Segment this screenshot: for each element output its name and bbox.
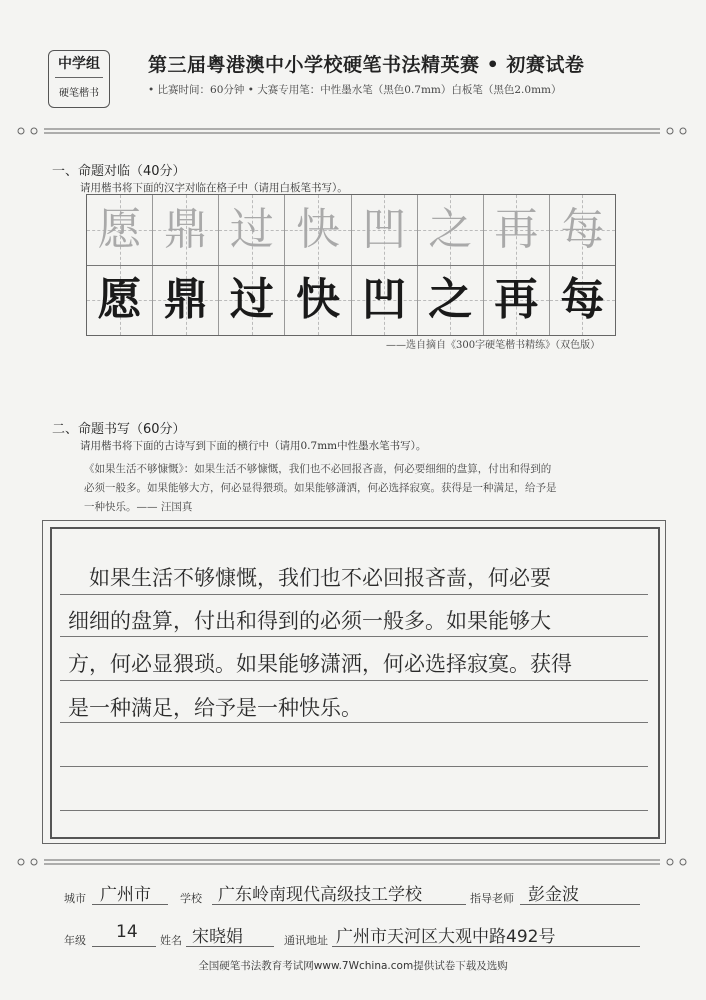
grid-cell bbox=[483, 195, 549, 265]
model-char: 鼎 bbox=[163, 203, 208, 255]
badge-style: 硬笔楷书 bbox=[59, 88, 99, 99]
grade-value: 14 bbox=[116, 922, 138, 942]
written-char: 凹 bbox=[362, 274, 407, 326]
model-char: 快 bbox=[295, 203, 340, 255]
school-underline bbox=[212, 904, 466, 905]
category-badge bbox=[48, 50, 110, 108]
model-char: 之 bbox=[428, 203, 473, 255]
handwriting-line: 细细的盘算，付出和得到的必须一般多。如果能够大 bbox=[68, 609, 551, 633]
poem-line: 《如果生活不够慷慨》：如果生活不够慷慨，我们也不必回报吝啬，何必要细细的盘算，付出和得到的 bbox=[84, 463, 552, 475]
handwriting-line: 如果生活不够慷慨，我们也不必回报吝啬，何必要 bbox=[68, 566, 551, 590]
grid-cell bbox=[483, 266, 549, 336]
section1-instruction: 请用楷书将下面的汉字对临在格子中（请用白板笔书写）。 bbox=[80, 182, 348, 194]
grade-label: 年级 bbox=[64, 934, 86, 947]
grid-cell bbox=[152, 266, 218, 336]
grid-cell bbox=[218, 195, 284, 265]
teacher-label: 指导老师 bbox=[470, 892, 514, 905]
address-underline bbox=[332, 946, 640, 947]
grid-cell bbox=[284, 195, 350, 265]
grid-cell bbox=[218, 266, 284, 336]
badge-group: 中学组 bbox=[58, 56, 100, 72]
handwriting-line: 方，何必显猥琐。如果能够潇洒，何必选择寂寞。获得 bbox=[68, 652, 572, 676]
city-value: 广州市 bbox=[100, 885, 151, 905]
grade-underline bbox=[92, 946, 156, 947]
grid-cell bbox=[351, 195, 417, 265]
grid-row-model bbox=[87, 195, 615, 265]
writing-rule bbox=[60, 722, 648, 723]
school-value: 广东岭南现代高级技工学校 bbox=[218, 885, 422, 905]
exam-subtitle: • 比赛时间：60分钟 • 大赛专用笔：中性墨水笔（黑色0.7mm）白板笔（黑色2.0mm） bbox=[148, 84, 562, 96]
writing-rule bbox=[60, 810, 648, 811]
grid-cell bbox=[549, 195, 615, 265]
section2-heading: 二、命题书写（60分） bbox=[52, 422, 186, 437]
badge-divider bbox=[55, 77, 103, 78]
source-note: ——选自摘自《300字硬笔楷书精练》（双色版） bbox=[386, 340, 601, 351]
written-char: 愿 bbox=[97, 274, 142, 326]
written-char: 之 bbox=[428, 274, 473, 326]
section1-heading: 一、命题对临（40分） bbox=[52, 164, 186, 179]
written-char: 每 bbox=[560, 274, 605, 326]
handwriting-line: 是一种满足，给予是一种快乐。 bbox=[68, 696, 362, 720]
written-char: 再 bbox=[494, 274, 539, 326]
grid-cell bbox=[549, 266, 615, 336]
grid-cell bbox=[417, 266, 483, 336]
writing-rule bbox=[60, 636, 648, 637]
copy-grid bbox=[86, 194, 616, 336]
grid-cell bbox=[284, 266, 350, 336]
writing-rule bbox=[60, 680, 648, 681]
school-label: 学校 bbox=[180, 892, 202, 905]
name-label: 姓名 bbox=[160, 934, 182, 947]
address-value: 广州市天河区大观中路492号 bbox=[336, 927, 556, 947]
writing-rule bbox=[60, 766, 648, 767]
name-value: 宋晓娟 bbox=[192, 927, 243, 947]
poem-text bbox=[84, 460, 664, 517]
city-label: 城市 bbox=[64, 892, 86, 905]
grid-cell bbox=[417, 195, 483, 265]
ornament-divider-bottom bbox=[14, 855, 690, 869]
model-char: 凹 bbox=[362, 203, 407, 255]
model-char: 每 bbox=[560, 203, 605, 255]
written-char: 过 bbox=[229, 274, 274, 326]
grid-cell bbox=[87, 266, 152, 336]
model-char: 过 bbox=[229, 203, 274, 255]
written-char: 快 bbox=[295, 274, 340, 326]
name-underline bbox=[186, 946, 274, 947]
poem-line: 必须一般多。如果能够大方，何必显得猥琐。如果能够潇洒，何必选择寂寞。获得是一种满足，给予是 bbox=[84, 482, 557, 494]
grid-row-written bbox=[87, 265, 615, 336]
grid-cell bbox=[152, 195, 218, 265]
ornament-divider-top bbox=[14, 124, 690, 138]
teacher-value: 彭金波 bbox=[528, 885, 579, 905]
model-char: 愿 bbox=[97, 203, 142, 255]
grid-cell bbox=[351, 266, 417, 336]
address-label: 通讯地址 bbox=[284, 934, 328, 947]
section2-instruction: 请用楷书将下面的古诗写到下面的横行中（请用0.7mm中性墨水笔书写）。 bbox=[80, 440, 427, 452]
teacher-underline bbox=[520, 904, 640, 905]
written-char: 鼎 bbox=[163, 274, 208, 326]
footer-text: 全国硬笔书法教育考试网www.7Wchina.com提供试卷下载及选购 bbox=[198, 960, 508, 972]
poem-line: 一种快乐。—— 汪国真 bbox=[84, 501, 193, 513]
model-char: 再 bbox=[494, 203, 539, 255]
writing-rule bbox=[60, 594, 648, 595]
grid-cell bbox=[87, 195, 152, 265]
city-underline bbox=[92, 904, 168, 905]
exam-title: 第三届粤港澳中小学校硬笔书法精英赛 • 初赛试卷 bbox=[148, 54, 585, 76]
